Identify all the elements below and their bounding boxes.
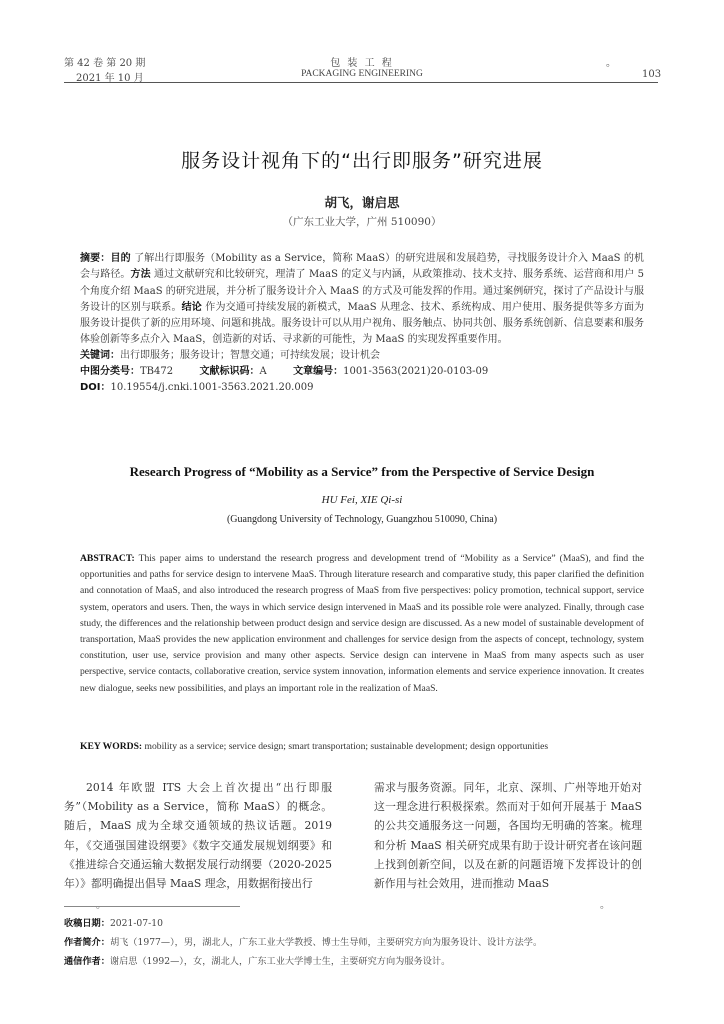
clc-value: TB472: [140, 366, 174, 377]
keywords-label-en: KEY WORDS:: [80, 741, 143, 752]
abstract-conclusion: 作为交通可持续发展的新模式，MaaS 从理念、技术、系统构成、用户使用、服务提供等多方面为服务设计提供了新的应用环境、问题和挑战。服务设计可以从用户视角、服务触点、协同共创、服务系统创新、信息要素和服务体验创新等多点介入 MaaS，创造新的对话、寻求新的可能性，为 MaaS 的实现发挥重要作用。: [80, 301, 645, 346]
affiliation-en: (Guangdong University of Technology, Guangzhou 510090, China): [226, 514, 498, 525]
header-mark: 。: [606, 58, 616, 69]
doi-line: [80, 380, 644, 396]
bio-label: 作者简介：: [64, 937, 110, 948]
footnote-received: [64, 914, 664, 933]
abstract-method: 通过文献研究和比较研究，理清了 MaaS 的定义与内涵，从政策推动、技术支持、服务系统、运营商和用户 5 个角度介绍 MaaS 的研究进展，并分析了服务设计介入 MaaS 的方式及可能发挥的作用。通过案例研究，探讨了产品设计与服务设计的区别与联系。: [80, 269, 645, 313]
doi-label: DOI：: [80, 382, 111, 393]
clc-label: 中图分类号：: [80, 366, 140, 377]
header-rule: [64, 82, 658, 83]
keywords-cn: [80, 348, 644, 364]
column-right-mark: 。: [600, 900, 610, 911]
header-volume-issue: 第 42 卷 第 20 期: [64, 58, 146, 69]
article-title-en: Research Progress of “Mobility as a Service” from the Perspective of Service Design: [129, 464, 595, 479]
article-no-label: 文章编号：: [293, 366, 344, 377]
abstract-purpose: 了解出行即服务（Mobility as a Service，简称 MaaS）的研究进展和发展趋势，寻找服务设计介入 MaaS 的机会与路径。: [80, 253, 644, 281]
conclusion-label: 结论: [181, 301, 202, 313]
abstract-en: [80, 551, 644, 697]
authors-cn: 胡飞，谢启思: [324, 195, 400, 210]
abstract-text-en: This paper aims to understand the research progress and development trend of “Mobility as a Service” (MaaS), and find the opportunities and paths for service design to intervene MaaS. Through literature research and comparative study, this paper clarified the definition and connotation of MaaS, and also introduced the research progress of MaaS from five perspectives: policy promotion, technical support, service system, operators and users. Then, the ways in which service design intervened in MaaS and its possible role were analyzed. Finally, through case study, the differences and the relationship between product design and service design are discussed. As a new model of sustainable development of transportation, MaaS provides the new application environment and challenges for service design from the aspects of concept, technology, system constitution, user use, service provision and many other aspects. Service design can intervene in MaaS from many aspects such as user perspective, service contacts, collaborative creation, service system innovation, information elements and service experience innovation. It creates new dialogue, seeks new possibilities, and plays an important role in the realization of MaaS.: [80, 553, 644, 694]
footnote-rule: [64, 906, 240, 907]
purpose-label: 目的: [110, 253, 131, 264]
footnote-corresponding: [64, 952, 664, 971]
doc-code-label: 文献标识码：: [199, 366, 260, 377]
header-journal-cn: 包 装 工 程: [330, 58, 394, 69]
abstract-label-cn: 摘要：: [80, 253, 111, 264]
article-no-value: 1001-3563(2021)20-0103-09: [343, 366, 489, 377]
abstract-label-en: ABSTRACT:: [80, 553, 135, 564]
received-label: 收稿日期：: [64, 918, 110, 929]
keywords-label-cn: 关键词：: [80, 350, 120, 361]
bio-text: 胡飞（1977—），男，湖北人，广东工业大学教授、博士生导师，主要研究方向为服务设计、设计方法学。: [109, 937, 543, 948]
footnote-author-bio: [64, 933, 664, 952]
corr-text: 谢启思（1992—），女，湖北人，广东工业大学博士生，主要研究方向为服务设计。: [109, 956, 451, 967]
doi-link[interactable]: 10.19554/j.cnki.1001-3563.2021.20.009: [110, 382, 314, 393]
authors-en: HU Fei, XIE Qi-si: [321, 494, 403, 506]
keywords-text-cn: 出行即服务；服务设计；智慧交通；可持续发展；设计机会: [120, 350, 380, 361]
body-column-left: 2014 年欧盟 ITS 大会上首次提出“出行即服务”（Mobility as a Service，简称 MaaS）的概念。随后，MaaS 成为全球交通领域的热议话题。2019 年，《交通强国建设纲要》《数字交通发展规划纲要》和《推进综合交通运输大数据发展行动纲要（2020-2025 年）》都明确提出倡导 MaaS 理念，用数据衔接出行: [64, 781, 332, 891]
corr-label: 通信作者：: [64, 956, 110, 967]
header-journal-en: PACKAGING ENGINEERING: [301, 69, 423, 79]
method-label: 方法: [130, 269, 151, 281]
keywords-en: [80, 739, 644, 755]
abstract-cn: [80, 251, 644, 349]
column-left-mark: 。: [96, 900, 106, 911]
header-page-number: 103: [642, 69, 662, 80]
doc-code-value: A: [259, 366, 267, 377]
article-title-cn: 服务设计视角下的“出行即服务”研究进展: [181, 150, 543, 172]
header-date: 2021 年 10 月: [76, 73, 144, 84]
affiliation-cn: （广东工业大学，广州 510090）: [282, 216, 442, 228]
received-date: 2021-07-10: [109, 918, 163, 929]
keywords-text-en: mobility as a service; service design; smart transportation; sustainable development; design opportunities: [142, 741, 549, 752]
classification-line: [80, 364, 644, 380]
body-column-right: 需求与服务资源。同年，北京、深圳、广州等地开始对这一理念进行积极探索。然而对于如何开展基于 MaaS 的公共交通服务这一问题，各国均无明确的答案。梳理和分析 MaaS 相关研究成果有助于设计研究者在该问题上找到创新空间，以及在新的问题语境下发挥设计的创新作用与社会效用，进而推动 MaaS: [374, 781, 642, 891]
